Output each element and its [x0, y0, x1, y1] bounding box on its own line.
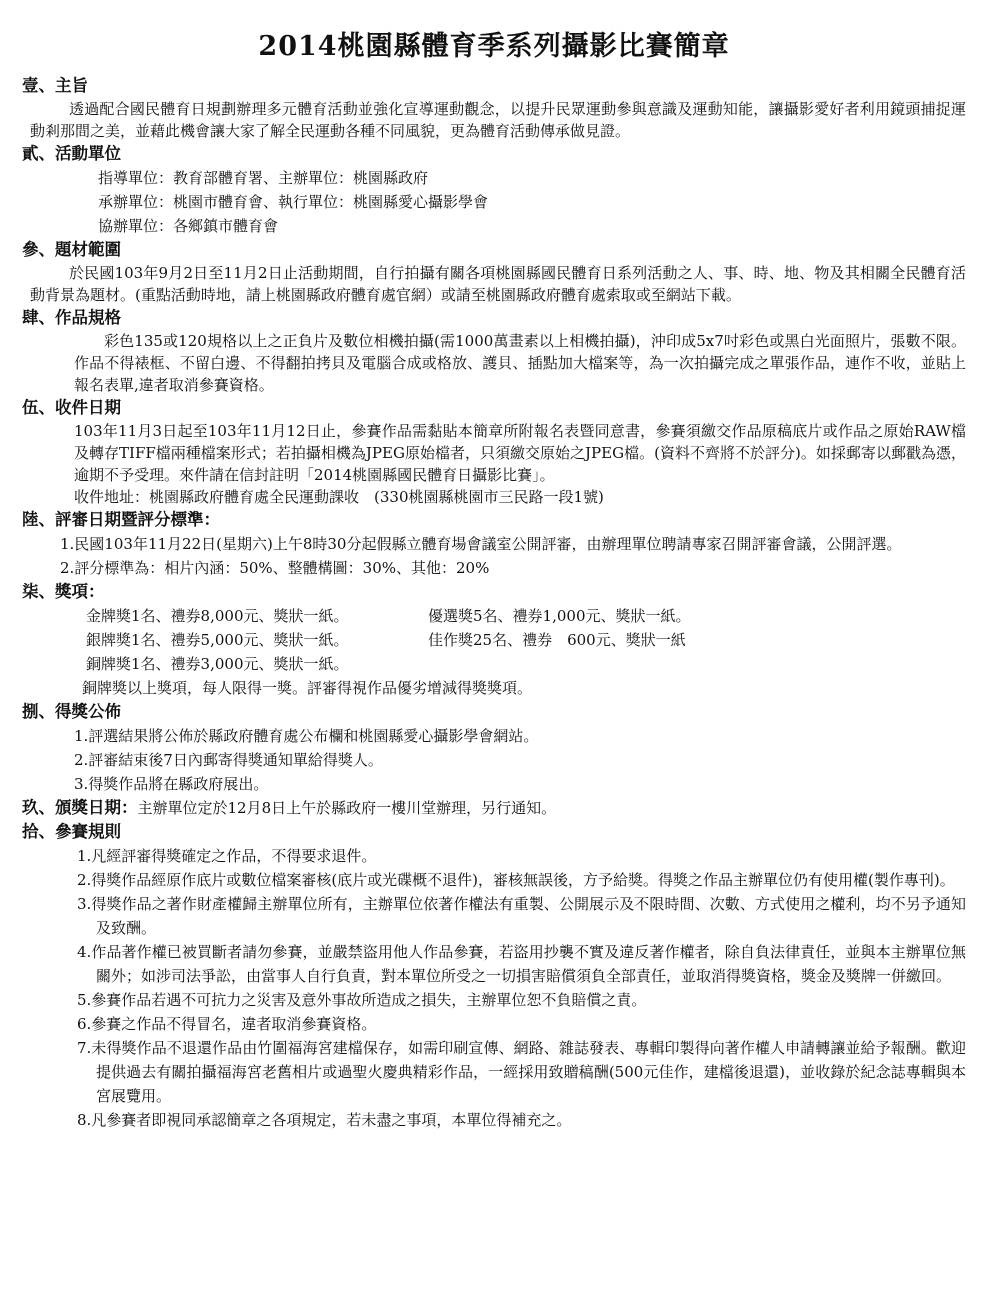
section-award-date: [22, 796, 966, 820]
prize-row: [22, 628, 966, 652]
prize-cell: 優選獎5名、禮券1,000元、獎狀一紙。: [428, 607, 691, 625]
page-title: 2014桃園縣體育季系列攝影比賽簡章: [258, 31, 730, 62]
rule-item: 2.得獎作品經原作底片或數位檔案審核(底片或光碟概不退件)，審核無誤後，方予給獎。得獎之作品主辦單位仍有使用權(製作專刊)。: [77, 871, 955, 889]
section-announcement: [22, 700, 966, 796]
section-heading: 肆、作品規格: [22, 308, 121, 327]
section-specs: [22, 306, 966, 396]
section-judging: [22, 508, 966, 580]
section-submission-dates: [22, 396, 966, 508]
rule-item: 8.凡參賽者即視同承認簡章之各項規定，若未盡之事項，本單位得補充之。: [77, 1111, 572, 1129]
rule-item: 1.凡經評審得獎確定之作品，不得要求退件。: [77, 847, 377, 865]
section-text: 103年11月3日起至103年11月12日止，參賽作品需黏貼本簡章所附報名表暨同意書，參賽須繳交作品原稿底片或作品之原始RAW檔及轉存TIFF檔兩種檔案形式；若拍攝相機為JPEG原始檔者，只須繳交原始之JPEG檔。(資料不齊將不於評分)。如採郵寄以郵戳為憑，逾期不予受理。來件請在信封註明「2014桃園縣國民體育日攝影比賽」。: [74, 422, 966, 484]
rule-item: 6.參賽之作品不得冒名，違者取消參賽資格。: [77, 1015, 377, 1033]
section-heading: 拾、參賽規則: [22, 822, 121, 841]
section-purpose: [22, 74, 966, 142]
award-date-line: [22, 796, 966, 820]
section-text: 透過配合國民體育日規劃辦理多元體育活動並強化宣導運動觀念，以提升民眾運動參與意識及運動知能，讓攝影愛好者利用鏡頭捕捉運動剎那間之美，並藉此機會讓大家了解全民運動各種不同風貌，更為體育活動傳承做見證。: [30, 100, 966, 140]
section-heading: 參、題材範圍: [22, 240, 121, 259]
list-item: 1.評選結果將公佈於縣政府體育處公布欄和桃園縣愛心攝影學會網站。: [74, 727, 539, 745]
list-item: 2.評分標準為：相片內涵：50%、整體構圖：30%、其他：20%: [60, 559, 490, 577]
section-heading: 柒、獎項：: [22, 582, 105, 601]
prize-row: [22, 604, 966, 628]
section-prizes: [22, 580, 966, 700]
prize-cell: 銀牌獎1名、禮券5,000元、獎狀一紙。: [86, 631, 349, 649]
section-scope: [22, 238, 966, 306]
unit-line: 指導單位：教育部體育署、主辦單位：桃園縣政府: [98, 169, 429, 187]
rule-item: 4.作品著作權已被買斷者請勿參賽，並嚴禁盜用他人作品參賽，若盜用抄襲不實及違反著作權者，除自負法律責任，並與本主辦單位無關外；如涉司法爭訟，由當事人自行負責，對本單位所受之一切損害賠償須負全部責任，並取消得獎資格，獎金及獎牌一併繳回。: [77, 943, 966, 985]
unit-line: 承辦單位：桃園市體育會、執行單位：桃園縣愛心攝影學會: [98, 193, 489, 211]
list-item: 2.評審結束後7日內郵寄得獎通知單給得獎人。: [74, 751, 383, 769]
unit-line: 協辦單位：各鄉鎮市體育會: [98, 217, 279, 235]
prize-row: [22, 652, 966, 676]
list-item: 3.得獎作品將在縣政府展出。: [74, 775, 269, 793]
prize-cell: 佳作獎25名、禮券 600元、獎狀一紙: [428, 631, 686, 649]
rule-item: 3.得獎作品之著作財產權歸主辦單位所有，主辦單位依著作權法有重製、公開展示及不限時間、次數、方式使用之權利，均不另予通知及致酬。: [77, 895, 966, 937]
section-heading: 壹、主旨: [22, 76, 88, 95]
section-text: 主辦單位定於12月8日上午於縣政府一樓川堂辦理，另行通知。: [137, 799, 557, 817]
section-heading: 貳、活動單位: [22, 144, 121, 163]
section-rules: [22, 820, 966, 1132]
section-heading: 玖、頒獎日期：: [22, 798, 138, 817]
section-units: [22, 142, 966, 238]
submission-address: 收件地址：桃園縣政府體育處全民運動課收 (330桃園縣桃園市三民路一段1號): [74, 488, 604, 506]
prize-cell: 銅牌獎1名、禮券3,000元、獎狀一紙。: [86, 655, 349, 673]
rule-item: 5.參賽作品若遇不可抗力之災害及意外事故所造成之損失，主辦單位恕不負賠償之責。: [77, 991, 647, 1009]
rule-item: 7.未得獎作品不退還作品由竹圍福海宮建檔保存，如需印刷宣傳、網路、雜誌發表、專輯印製得向著作權人申請轉讓並給予報酬。歡迎提供過去有關拍攝福海宮老舊相片或過聖火慶典精彩作品，一經採用致贈稿酬(500元佳作，建檔後退還)，並收錄於紀念誌專輯與本宮展覽用。: [77, 1039, 966, 1105]
section-text: 彩色135或120規格以上之正負片及數位相機拍攝(需1000萬畫素以上相機拍攝)，沖印成5x7吋彩色或黑白光面照片，張數不限。作品不得裱框、不留白邊、不得翻拍拷貝及電腦合成或格放、護貝、插點加大檔案等，為一次拍攝完成之單張作品，連作不收，並貼上報名表單,違者取消參賽資格。: [74, 332, 966, 394]
section-heading: 陸、評審日期暨評分標準：: [22, 510, 220, 529]
section-heading: 伍、收件日期: [22, 398, 121, 417]
prize-cell: 金牌獎1名、禮券8,000元、獎狀一紙。: [86, 607, 349, 625]
prize-note: 銅牌獎以上獎項，每人限得一獎。評審得視作品優劣增減得獎獎項。: [82, 679, 533, 697]
section-text: 於民國103年9月2日至11月2日止活動期間，自行拍攝有關各項桃園縣國民體育日系列活動之人、事、時、地、物及其相關全民體育活動背景為題材。(重點活動時地，請上桃園縣政府體育處官網）或請至桃園縣政府體育處索取或至網站下載。: [30, 264, 966, 304]
list-item: 1.民國103年11月22日(星期六)上午8時30分起假縣立體育場會議室公開評審，由辦理單位聘請專家召開評審會議，公開評選。: [60, 535, 902, 553]
section-heading: 捌、得獎公佈: [22, 702, 121, 721]
